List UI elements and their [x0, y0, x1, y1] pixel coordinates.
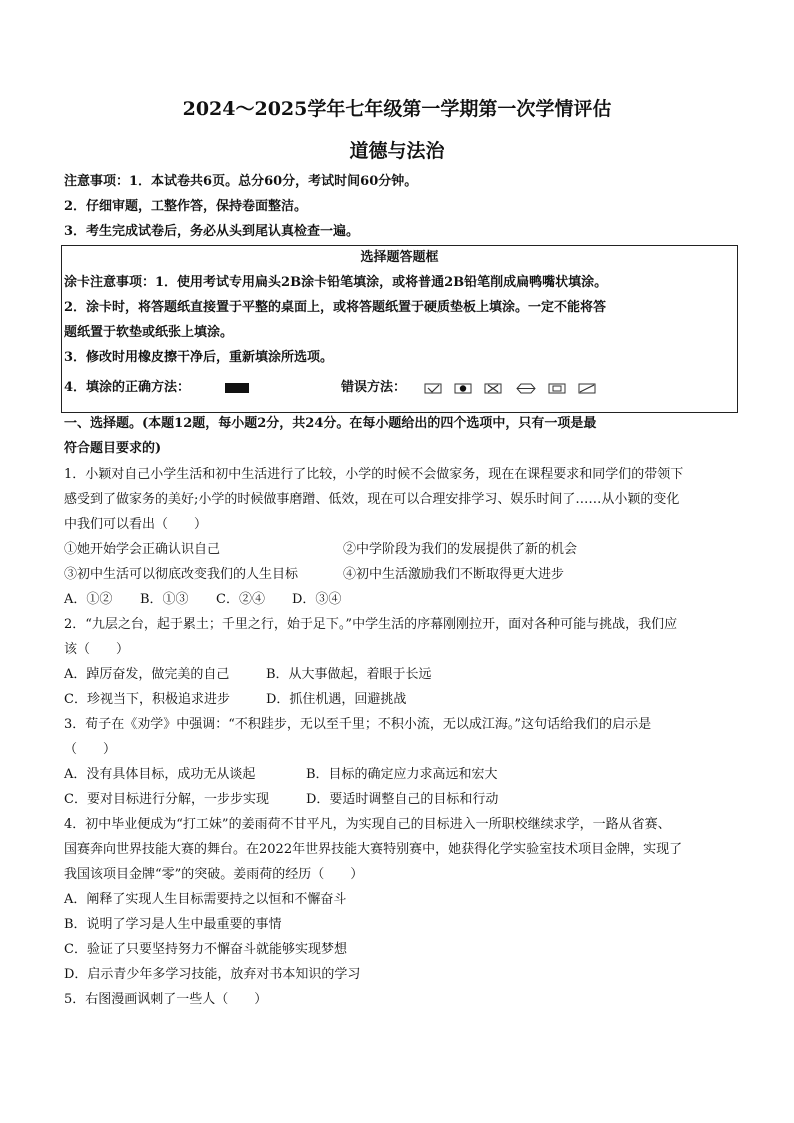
- q3-stem-line-2: （ ）: [64, 742, 117, 757]
- q4-option-b: B．说明了学习是人生中最重要的事情: [64, 917, 282, 932]
- answer-box-line-1: 涂卡注意事项：1．使用考试专用扁头2B涂卡铅笔填涂，或将普通2B铅笔削成扁鸭嘴状填涂。: [64, 275, 608, 290]
- q4-option-d: D．启示青少年多学习技能，放弃对书本知识的学习: [64, 967, 361, 982]
- q3-option-b: B．目标的确定应力求高远和宏大: [306, 767, 498, 782]
- q1-option-a: A．①②: [64, 592, 113, 607]
- q2-option-d: D．抓住机遇，回避挑战: [266, 692, 407, 707]
- subject-title: 道德与法治: [349, 140, 445, 162]
- q2-option-c: C．珍视当下，积极追求进步: [64, 692, 230, 707]
- answer-instructions-box: [61, 245, 738, 413]
- q1-item-2: ②中学阶段为我们的发展提供了新的机会: [343, 542, 578, 557]
- filled-mark-icon: [224, 381, 250, 395]
- q3-stem-line-1: 3．荀子在《劝学》中强调：“不积跬步，无以至千里；不积小流，无以成江海。”这句话给我们的启示是: [64, 717, 652, 732]
- q3-option-d: D．要适时调整自己的目标和行动: [306, 792, 499, 807]
- q1-item-3: ③初中生活可以彻底改变我们的人生目标: [64, 567, 299, 582]
- q2-stem-line-1: 2．“九层之台，起于累土；千里之行，始于足下。”中学生活的序幕刚刚拉开，面对各种可能与挑战，我们应: [64, 617, 678, 632]
- section1-heading-line-2: 符合题目要求的): [64, 441, 162, 456]
- note-line-1: 注意事项：1．本试卷共6页。总分60分，考试时间60分钟。: [64, 174, 418, 189]
- correct-method-label: 4．填涂的正确方法：: [64, 380, 191, 395]
- wrong-method-label: 错误方法：: [341, 380, 407, 395]
- q1-stem-line-1: 1．小颖对自己小学生活和初中生活进行了比较，小学的时候不会做家务，现在在课程要求和同学们的带领下: [64, 467, 684, 482]
- q2-option-a: A．踔厉奋发，做完美的自己: [64, 667, 230, 682]
- q1-item-1: ①她开始学会正确认识自己: [64, 542, 221, 557]
- wrong-marks-icon: [424, 382, 604, 396]
- note-line-3: 3．考生完成试卷后，务必从头到尾认真检查一遍。: [64, 224, 360, 239]
- q5-stem: 5．右图漫画讽刺了一些人（ ）: [64, 992, 268, 1007]
- q1-option-b: B．①③: [140, 592, 189, 607]
- section1-heading-line-1: 一、选择题。(本题12题，每小题2分，共24分。在每小题给出的四个选项中，只有一项是最: [64, 416, 597, 431]
- q1-item-4: ④初中生活激励我们不断取得更大进步: [343, 567, 565, 582]
- q3-option-c: C．要对目标进行分解，一步步实现: [64, 792, 269, 807]
- q4-stem-line-3: 我国该项目金牌“零”的突破。姜雨荷的经历（ ）: [64, 867, 364, 882]
- answer-box-line-3: 题纸置于软垫或纸张上填涂。: [64, 325, 234, 340]
- answer-box-line-2: 2．涂卡时，将答题纸直接置于平整的桌面上，或将答题纸置于硬质垫板上填涂。一定不能将答: [64, 300, 607, 315]
- q3-option-a: A．没有具体目标，成功无从谈起: [64, 767, 256, 782]
- q1-option-c: C．②④: [216, 592, 265, 607]
- q2-stem-line-2: 该（ ）: [64, 642, 130, 657]
- q1-stem-line-2: 感受到了做家务的美好;小学的时候做事磨蹭、低效，现在可以合理安排学习、娱乐时间了……从小颖的变化: [64, 492, 680, 507]
- q4-option-c: C．验证了只要坚持努力不懈奋斗就能够实现梦想: [64, 942, 347, 957]
- answer-box-title: 选择题答题框: [360, 250, 439, 265]
- q1-option-d: D．③④: [292, 592, 342, 607]
- note-line-2: 2．仔细审题，工整作答，保持卷面整洁。: [64, 199, 308, 214]
- q2-option-b: B．从大事做起，着眼于长远: [266, 667, 432, 682]
- q4-stem-line-1: 4．初中毕业便成为“打工妹”的姜雨荷不甘平凡，为实现自己的目标进入一所职校继续求学，一路从省赛、: [64, 817, 671, 832]
- exam-title: 2024～2025学年七年级第一学期第一次学情评估: [182, 98, 612, 120]
- answer-box-line-4: 3．修改时用橡皮擦干净后，重新填涂所选项。: [64, 350, 334, 365]
- q4-stem-line-2: 国赛奔向世界技能大赛的舞台。在2022年世界技能大赛特别赛中，她获得化学实验室技术项目金牌，实现了: [64, 842, 683, 857]
- q1-stem-line-3: 中我们可以看出（ ）: [64, 517, 208, 532]
- q4-option-a: A．阐释了实现人生目标需要持之以恒和不懈奋斗: [64, 892, 347, 907]
